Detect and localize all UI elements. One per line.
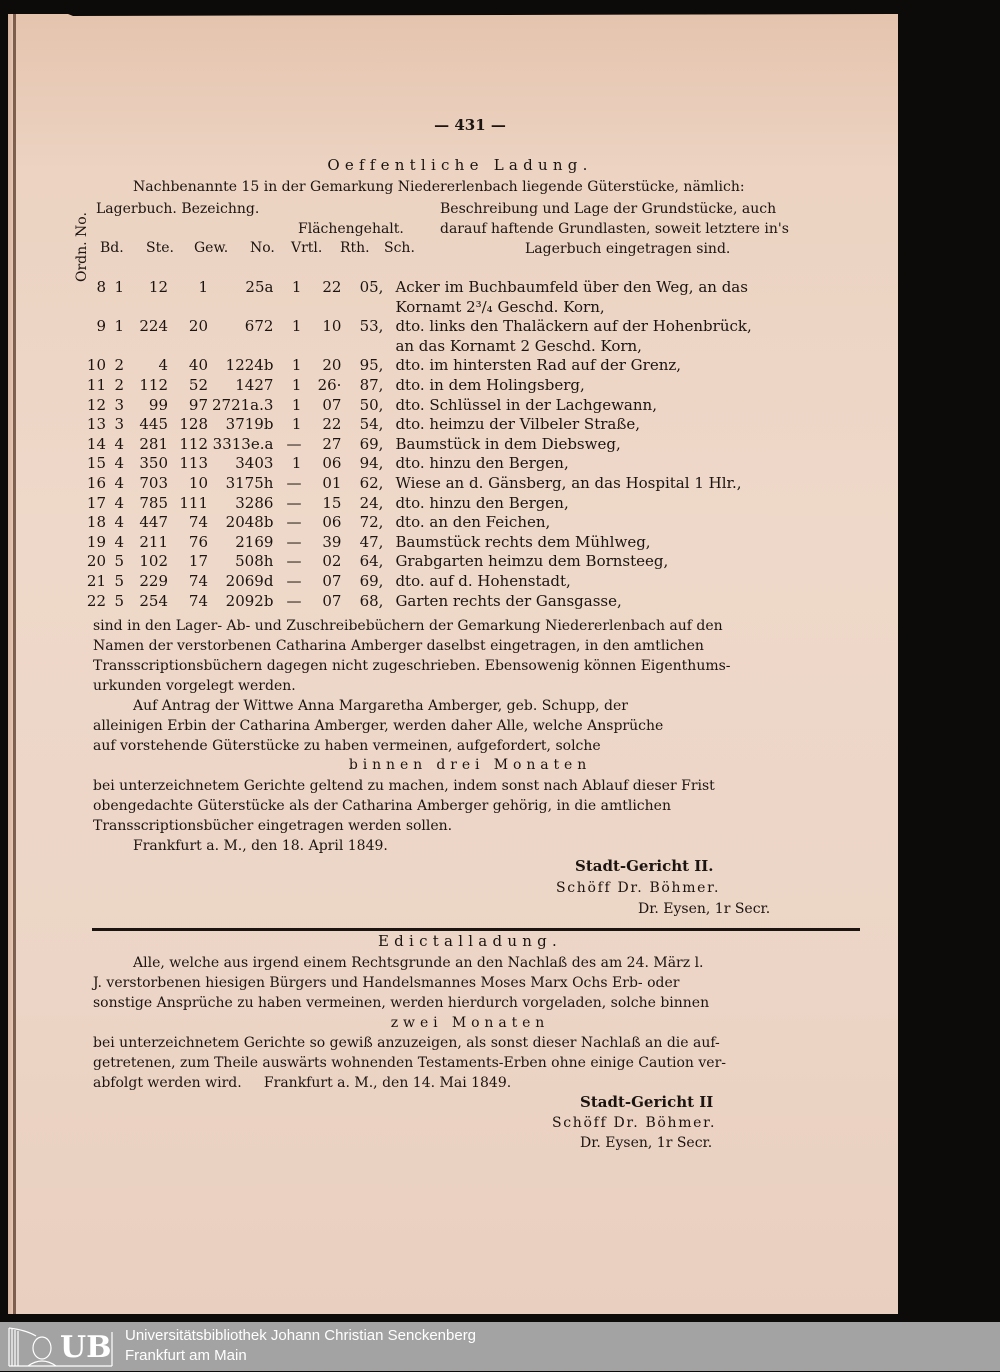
parcel-no: 508h — [235, 552, 274, 571]
parcel-ordinal: 14 — [86, 434, 106, 453]
notice1-intro: Nachbenannte 15 in der Gemarkung Niedererlenbach liegende Güterstücke, nämlich: — [133, 179, 745, 195]
parcel-gew: 112 — [179, 434, 208, 453]
parcel-description-continuation: Kornamt 2³/₄ Geschd. Korn, — [395, 297, 605, 316]
parcel-vrtl: 1 — [291, 278, 302, 296]
parcel-gew: 52 — [188, 375, 208, 394]
parcel-description: Grabgarten heimzu dem Bornsteeg, — [395, 552, 669, 571]
parcel-bd: 4 — [114, 493, 124, 512]
parcel-ste: 12 — [148, 278, 168, 296]
parcel-description: Acker im Buchbaumfeld über den Weg, an das — [395, 278, 748, 296]
parcel-ste: 350 — [139, 454, 168, 473]
parcel-no: 1224b — [225, 356, 274, 375]
parcel-row — [86, 435, 756, 455]
parcel-gew: 111 — [179, 493, 208, 512]
parcel-gew: 1 — [198, 278, 208, 296]
parcel-no: 1427 — [235, 375, 274, 394]
parcel-sch: 64, — [359, 552, 384, 571]
parcel-ordinal: 20 — [86, 552, 106, 571]
column-group-lagerbuch: Lagerbuch. Bezeichng. — [96, 201, 260, 217]
parcel-sch: 95, — [359, 356, 384, 375]
column-group-description-line2: darauf haftende Grundlasten, soweit letztere in's — [440, 221, 789, 237]
parcel-ste: 785 — [139, 493, 168, 512]
parcel-row — [86, 278, 756, 298]
col-header-rth: Rth. — [340, 240, 370, 256]
parcel-ordinal: 10 — [86, 356, 106, 375]
parcel-rth: 22 — [322, 278, 342, 296]
parcel-row — [86, 317, 756, 337]
parcel-sch: 50, — [359, 395, 384, 414]
col-header-ste: Ste. — [146, 240, 174, 256]
parcel-sch: 62, — [359, 473, 384, 492]
parcel-row — [86, 376, 756, 396]
parcel-gew: 97 — [188, 395, 208, 414]
notice2-para1-line3: sonstige Ansprüche zu haben vermeinen, werden hierdurch vorgeladen, solche binnen — [93, 995, 710, 1011]
parcel-ste: 4 — [158, 356, 168, 375]
notice2-para1-line2: J. verstorbenen hiesigen Bürgers und Handelsmannes Moses Marx Ochs Erb- oder — [93, 975, 680, 991]
parcel-row — [86, 494, 756, 514]
parcel-row — [86, 513, 756, 533]
parcel-bd: 2 — [114, 375, 124, 394]
parcel-description: dto. im hintersten Rad auf der Grenz, — [395, 356, 682, 375]
parcel-vrtl: — — [286, 571, 302, 590]
col-header-gew: Gew. — [194, 240, 229, 256]
parcel-gew: 74 — [188, 513, 208, 532]
parcel-description: Baumstück in dem Diebsweg, — [395, 434, 621, 453]
parcel-ordinal: 12 — [86, 395, 106, 414]
notice1-para1-line2: Namen der verstorbenen Catharina Amberger daselbst eingetragen, in den amtlichen — [93, 638, 704, 654]
parcel-rth: 10 — [322, 317, 342, 336]
ordinal-number-label: Ordn. No. — [74, 212, 90, 282]
parcel-rth: 22 — [322, 415, 342, 434]
land-parcel-table — [86, 278, 756, 611]
parcel-description: dto. an den Feichen, — [395, 513, 551, 532]
parcel-no: 3403 — [235, 454, 274, 473]
notice1-para1-line1: sind in den Lager- Ab- und Zuschreibebüchern der Gemarkung Niedererlenbach auf den — [93, 618, 723, 634]
column-group-description-line1: Beschreibung und Lage der Grundstücke, auch — [440, 201, 777, 217]
notice2-para2-line1: bei unterzeichnetem Gerichte so gewiß anzuzeigen, als sonst dieser Nachlaß an die auf- — [93, 1035, 720, 1051]
parcel-rth: 06 — [322, 454, 342, 473]
parcel-ste: 254 — [139, 591, 168, 610]
parcel-gew: 128 — [179, 415, 208, 434]
parcel-ordinal: 15 — [86, 454, 106, 473]
parcel-vrtl: 1 — [291, 454, 302, 473]
parcel-vrtl: — — [286, 513, 302, 532]
parcel-rth: 07 — [322, 591, 342, 610]
parcel-rth: 15 — [322, 493, 342, 512]
parcel-vrtl: — — [286, 493, 302, 512]
parcel-ordinal: 18 — [86, 513, 106, 532]
parcel-no: 2092b — [225, 591, 274, 610]
parcel-no: 3313e.a — [212, 434, 274, 453]
notice1-para1-line4: urkunden vorgelegt werden. — [93, 678, 296, 694]
parcel-ste: 102 — [139, 552, 168, 571]
parcel-no: 2048b — [225, 513, 274, 532]
parcel-gew: 20 — [188, 317, 208, 336]
parcel-vrtl: 1 — [291, 356, 302, 375]
parcel-vrtl: 1 — [291, 395, 302, 414]
parcel-sch: 47, — [359, 532, 384, 551]
parcel-ste: 229 — [139, 571, 168, 590]
parcel-description: Garten rechts der Gansgasse, — [395, 591, 622, 610]
parcel-rth: 39 — [322, 532, 342, 551]
parcel-rth: 27 — [322, 434, 342, 453]
binding-shadow — [13, 14, 16, 1314]
parcel-sch: 68, — [359, 591, 384, 610]
parcel-bd: 5 — [114, 591, 124, 610]
parcel-ordinal: 21 — [86, 571, 106, 590]
parcel-gew: 10 — [188, 473, 208, 492]
parcel-ste: 211 — [139, 532, 168, 551]
notice1-date: Frankfurt a. M., den 18. April 1849. — [133, 838, 388, 854]
parcel-sch: 53, — [359, 317, 384, 336]
parcel-sch: 69, — [359, 571, 384, 590]
parcel-description-continuation: an das Kornamt 2 Geschd. Korn, — [395, 336, 642, 355]
library-footer — [0, 1322, 1000, 1371]
page-number: — 431 — — [434, 116, 506, 134]
notice1-para3-line2: obengedachte Güterstücke als der Catharina Amberger gehörig, in die amtlichen — [93, 798, 671, 814]
parcel-gew: 113 — [179, 454, 208, 473]
parcel-gew: 76 — [188, 532, 208, 551]
parcel-vrtl: 1 — [291, 317, 302, 336]
parcel-bd: 3 — [114, 415, 124, 434]
parcel-rth: 07 — [322, 395, 342, 414]
parcel-no: 2169 — [235, 532, 274, 551]
parcel-ordinal: 22 — [86, 591, 106, 610]
parcel-no: 672 — [244, 317, 274, 336]
notice1-deadline: binnen drei Monaten — [348, 757, 592, 773]
parcel-rth: 02 — [322, 552, 342, 571]
parcel-rth: 20 — [322, 356, 342, 375]
col-header-bd: Bd. — [100, 240, 124, 256]
parcel-rth: 01 — [322, 473, 342, 492]
parcel-sch: 94, — [359, 454, 384, 473]
empty-cell — [86, 298, 387, 318]
column-group-flaechengehalt: Flächengehalt. — [298, 221, 404, 237]
parcel-row — [86, 356, 756, 376]
parcel-ordinal: 8 — [96, 278, 106, 296]
notice1-para2-line2: alleinigen Erbin der Catharina Amberger, werden daher Alle, welche Ansprüche — [93, 718, 664, 734]
parcel-vrtl: 1 — [291, 415, 302, 434]
parcel-bd: 4 — [114, 454, 124, 473]
notice2-court: Stadt-Gericht II — [580, 1093, 714, 1111]
parcel-vrtl: 1 — [291, 375, 302, 394]
col-header-vrtl: Vrtl. — [291, 240, 323, 256]
parcel-ste: 112 — [139, 375, 168, 394]
parcel-ordinal: 13 — [86, 415, 106, 434]
parcel-vrtl: — — [286, 552, 302, 571]
parcel-bd: 2 — [114, 356, 124, 375]
parcel-row — [86, 474, 756, 494]
parcel-row — [86, 396, 756, 416]
parcel-no: 25a — [245, 278, 274, 296]
notice2-deadline: zwei Monaten — [390, 1015, 550, 1031]
parcel-bd: 4 — [114, 434, 124, 453]
parcel-ste: 99 — [148, 395, 168, 414]
parcel-bd: 5 — [114, 571, 124, 590]
parcel-description: dto. hinzu den Bergen, — [395, 454, 569, 473]
parcel-sch: 24, — [359, 493, 384, 512]
parcel-bd: 4 — [114, 473, 124, 492]
parcel-vrtl: — — [286, 532, 302, 551]
parcel-row — [86, 572, 756, 592]
parcel-description: Wiese an d. Gänsberg, an das Hospital 1 Hlr., — [395, 473, 742, 492]
parcel-row — [86, 533, 756, 553]
notice2-para2-line3: abfolgt werden wird. Frankfurt a. M., den 14. Mai 1849. — [93, 1075, 512, 1091]
notice2-para2-line2: getretenen, zum Theile auswärts wohnenden Testaments-Erben ohne einige Caution ver- — [93, 1055, 727, 1071]
parcel-row — [86, 415, 756, 435]
parcel-description: dto. heimzu der Vilbeler Straße, — [395, 415, 641, 434]
parcel-vrtl: — — [286, 434, 302, 453]
parcel-rth: 26· — [317, 375, 342, 394]
notice1-para3-line3: Transscriptionsbücher eingetragen werden sollen. — [93, 818, 453, 834]
parcel-vrtl: — — [286, 591, 302, 610]
notice1-signer1: Schöff Dr. Böhmer. — [556, 880, 721, 896]
footer-library-name: Universitätsbibliothek Johann Christian Senckenberg — [125, 1327, 477, 1344]
ub-logo-text: UB — [60, 1330, 112, 1365]
library-logo — [6, 1326, 114, 1368]
parcel-sch: 69, — [359, 434, 384, 453]
parcel-bd: 4 — [114, 513, 124, 532]
parcel-bd: 1 — [114, 278, 124, 296]
notice2-signer1: Schöff Dr. Böhmer. — [552, 1115, 717, 1131]
parcel-no: 2721a.3 — [212, 395, 274, 414]
parcel-ste: 224 — [139, 317, 168, 336]
notice2-para1-line1: Alle, welche aus irgend einem Rechtsgrunde an den Nachlaß des am 24. März l. — [133, 955, 704, 971]
parcel-bd: 1 — [114, 317, 124, 336]
parcel-ste: 445 — [139, 415, 168, 434]
parcel-bd: 3 — [114, 395, 124, 414]
parcel-description: dto. in dem Holingsberg, — [395, 375, 585, 394]
parcel-vrtl: — — [286, 473, 302, 492]
parcel-ordinal: 16 — [86, 473, 106, 492]
parcel-gew: 74 — [188, 571, 208, 590]
parcel-description: dto. links den Thaläckern auf der Hohenbrück, — [395, 317, 752, 336]
parcel-sch: 54, — [359, 415, 384, 434]
parcel-ordinal: 17 — [86, 493, 106, 512]
parcel-row-continuation — [86, 337, 756, 357]
parcel-ste: 703 — [139, 473, 168, 492]
parcel-ste: 447 — [139, 513, 168, 532]
parcel-row-continuation — [86, 298, 756, 318]
notice2-signer2: Dr. Eysen, 1r Secr. — [580, 1135, 713, 1151]
parcel-bd: 4 — [114, 532, 124, 551]
parcel-description: Baumstück rechts dem Mühlweg, — [395, 532, 651, 551]
parcel-ordinal: 19 — [86, 532, 106, 551]
parcel-no: 3286 — [235, 493, 274, 512]
column-group-description-line3: Lagerbuch eingetragen sind. — [525, 241, 731, 257]
parcel-ordinal: 11 — [86, 375, 106, 394]
notice1-court: Stadt-Gericht II. — [575, 857, 714, 875]
parcel-gew: 40 — [188, 356, 208, 375]
parcel-rth: 07 — [322, 571, 342, 590]
notice1-signer2: Dr. Eysen, 1r Secr. — [638, 901, 771, 917]
parcel-row — [86, 454, 756, 474]
parcel-ordinal: 9 — [96, 317, 106, 336]
parcel-rth: 06 — [322, 513, 342, 532]
parcel-row — [86, 552, 756, 572]
notice1-title: Oeffentliche Ladung. — [327, 156, 593, 174]
parcel-description: dto. hinzu den Bergen, — [395, 493, 569, 512]
parcel-row — [86, 592, 756, 612]
section-divider — [92, 928, 860, 931]
parcel-gew: 74 — [188, 591, 208, 610]
parcel-sch: 87, — [359, 375, 384, 394]
notice1-para1-line3: Transscriptionsbüchern dagegen nicht zugeschrieben. Ebensowenig können Eigenthums- — [93, 658, 731, 674]
empty-cell — [86, 337, 387, 357]
parcel-description: dto. Schlüssel in der Lachgewann, — [395, 395, 657, 414]
notice1-para2-line3: auf vorstehende Güterstücke zu haben vermeinen, aufgefordert, solche — [93, 738, 601, 754]
parcel-no: 3175h — [225, 473, 274, 492]
parcel-ste: 281 — [139, 434, 168, 453]
parcel-bd: 5 — [114, 552, 124, 571]
notice1-para3-line1: bei unterzeichnetem Gerichte geltend zu machen, indem sonst nach Ablauf dieser Frist — [93, 778, 715, 794]
parcel-gew: 17 — [188, 552, 208, 571]
parcel-no: 3719b — [225, 415, 274, 434]
parcel-no: 2069d — [225, 571, 274, 590]
notice2-title: Edictalladung. — [377, 932, 563, 950]
col-header-no: No. — [250, 240, 275, 256]
footer-city: Frankfurt am Main — [125, 1347, 247, 1364]
notice1-para2-line1: Auf Antrag der Wittwe Anna Margaretha Amberger, geb. Schupp, der — [133, 698, 628, 714]
parcel-sch: 05, — [359, 278, 384, 296]
parcel-sch: 72, — [359, 513, 384, 532]
col-header-sch: Sch. — [384, 240, 415, 256]
parcel-description: dto. auf d. Hohenstadt, — [395, 571, 571, 590]
